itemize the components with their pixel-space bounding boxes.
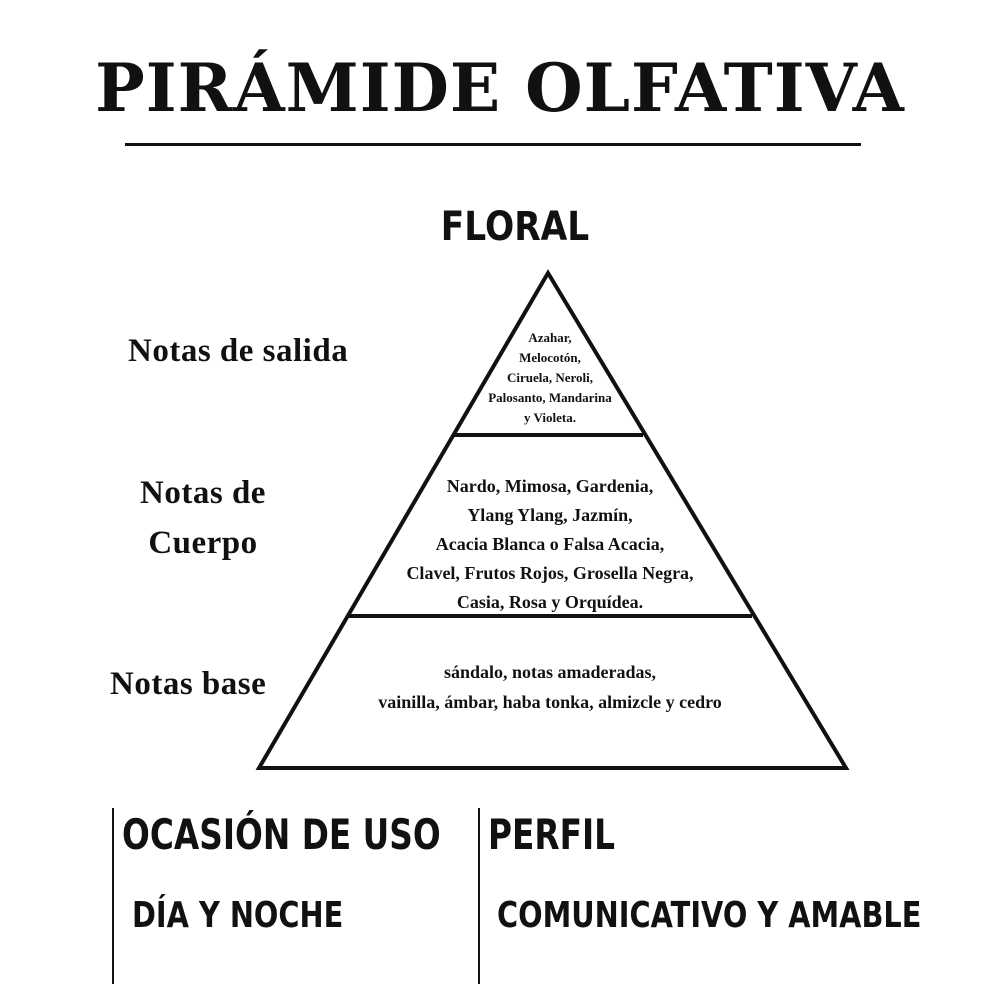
top-notes-list [470,328,630,428]
heart-notes-label [128,468,278,568]
page-title: PIRÁMIDE OLFATIVA [95,49,905,127]
top-note-line: Azahar, [528,330,572,345]
heart-note-line: Ylang Ylang, Jazmín, [467,505,633,525]
top-note-line: y Violeta. [524,410,576,425]
base-notes-list [300,657,800,717]
base-notes-label: Notas base [110,666,267,702]
heart-note-line: Nardo, Mimosa, Gardenia, [446,476,654,496]
heart-notes-label-line2: Cuerpo [148,525,258,561]
profile-value: COMUNICATIVO Y AMABLE [497,895,922,936]
profile-heading: PERFIL [488,810,616,859]
heart-note-line: Acacia Blanca o Falsa Acacia, [435,534,665,554]
top-note-line: Palosanto, Mandarina [488,390,612,405]
base-note-line: vainilla, ámbar, haba tonka, almizcle y cedro [378,692,722,712]
base-note-line: sándalo, notas amaderadas, [443,662,657,682]
top-note-line: Melocotón, [519,350,581,365]
top-note-line: Ciruela, Neroli, [506,370,594,385]
heart-notes-label-line1: Notas de [140,475,266,511]
profile-divider [478,808,480,984]
top-notes-label: Notas de salida [128,333,349,369]
fragrance-family: FLORAL [440,204,590,250]
occasion-divider [112,808,114,984]
occasion-heading: OCASIÓN DE USO [122,810,441,859]
heart-notes-list [360,472,740,617]
occasion-value: DÍA Y NOCHE [132,895,344,936]
heart-note-line: Clavel, Frutos Rojos, Grosella Negra, [406,563,694,583]
heart-note-line: Casia, Rosa y Orquídea. [456,592,644,612]
